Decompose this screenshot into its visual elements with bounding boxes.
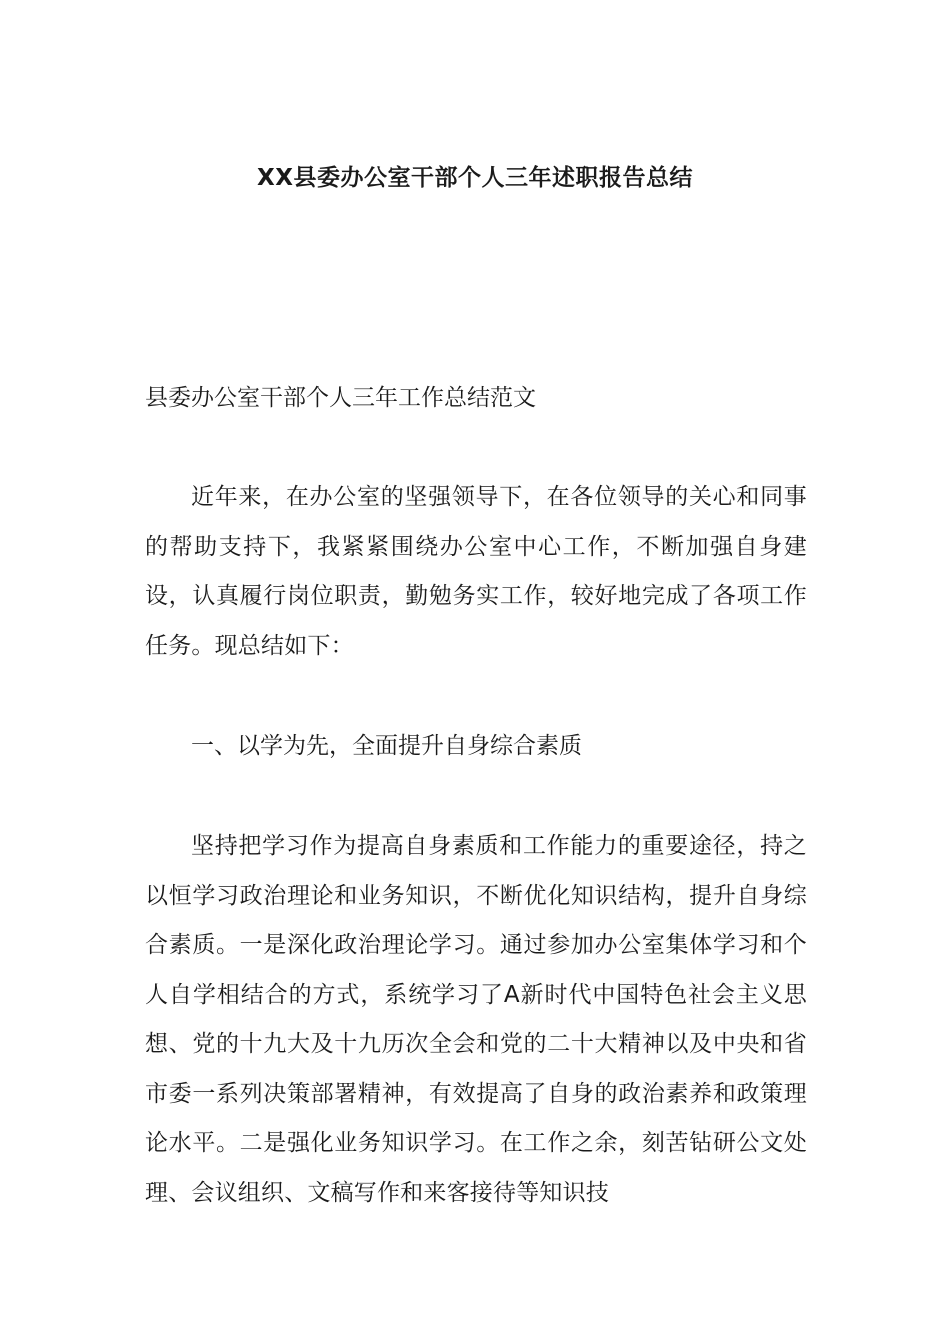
section-1-paragraph: 坚持把学习作为提高自身素质和工作能力的重要途径，持之以恒学习政治理论和业务知识，不断优化知识结构，提升自身综合素质。一是深化政治理论学习。通过参加办公室集体学习和个人自学相结合的方式，系统学习了A新时代中国特色社会主义思想、党的十九大及十九历次全会和党的二十大精神以及中央和省市委一系列决策部署精神，有效提高了自身的政治素养和政策理论水平。二是强化业务知识学习。在工作之余，刻苦钻研公文处理、会议组织、文稿写作和来客接待等知识技 xyxy=(145,833,807,1206)
document-subtitle: 县委办公室干部个人三年工作总结范文 xyxy=(145,385,536,411)
section-1-heading: 一、以学为先，全面提升自身综合素质 xyxy=(191,733,582,759)
intro-paragraph: 近年来，在办公室的坚强领导下，在各位领导的关心和同事的帮助支持下，我紧紧围绕办公室中心工作，不断加强自身建设，认真履行岗位职责，勤勉务实工作，较好地完成了各项工作任务。现总结如下： xyxy=(145,484,807,659)
document-title: XX县委办公室干部个人三年述职报告总结 xyxy=(257,165,693,191)
